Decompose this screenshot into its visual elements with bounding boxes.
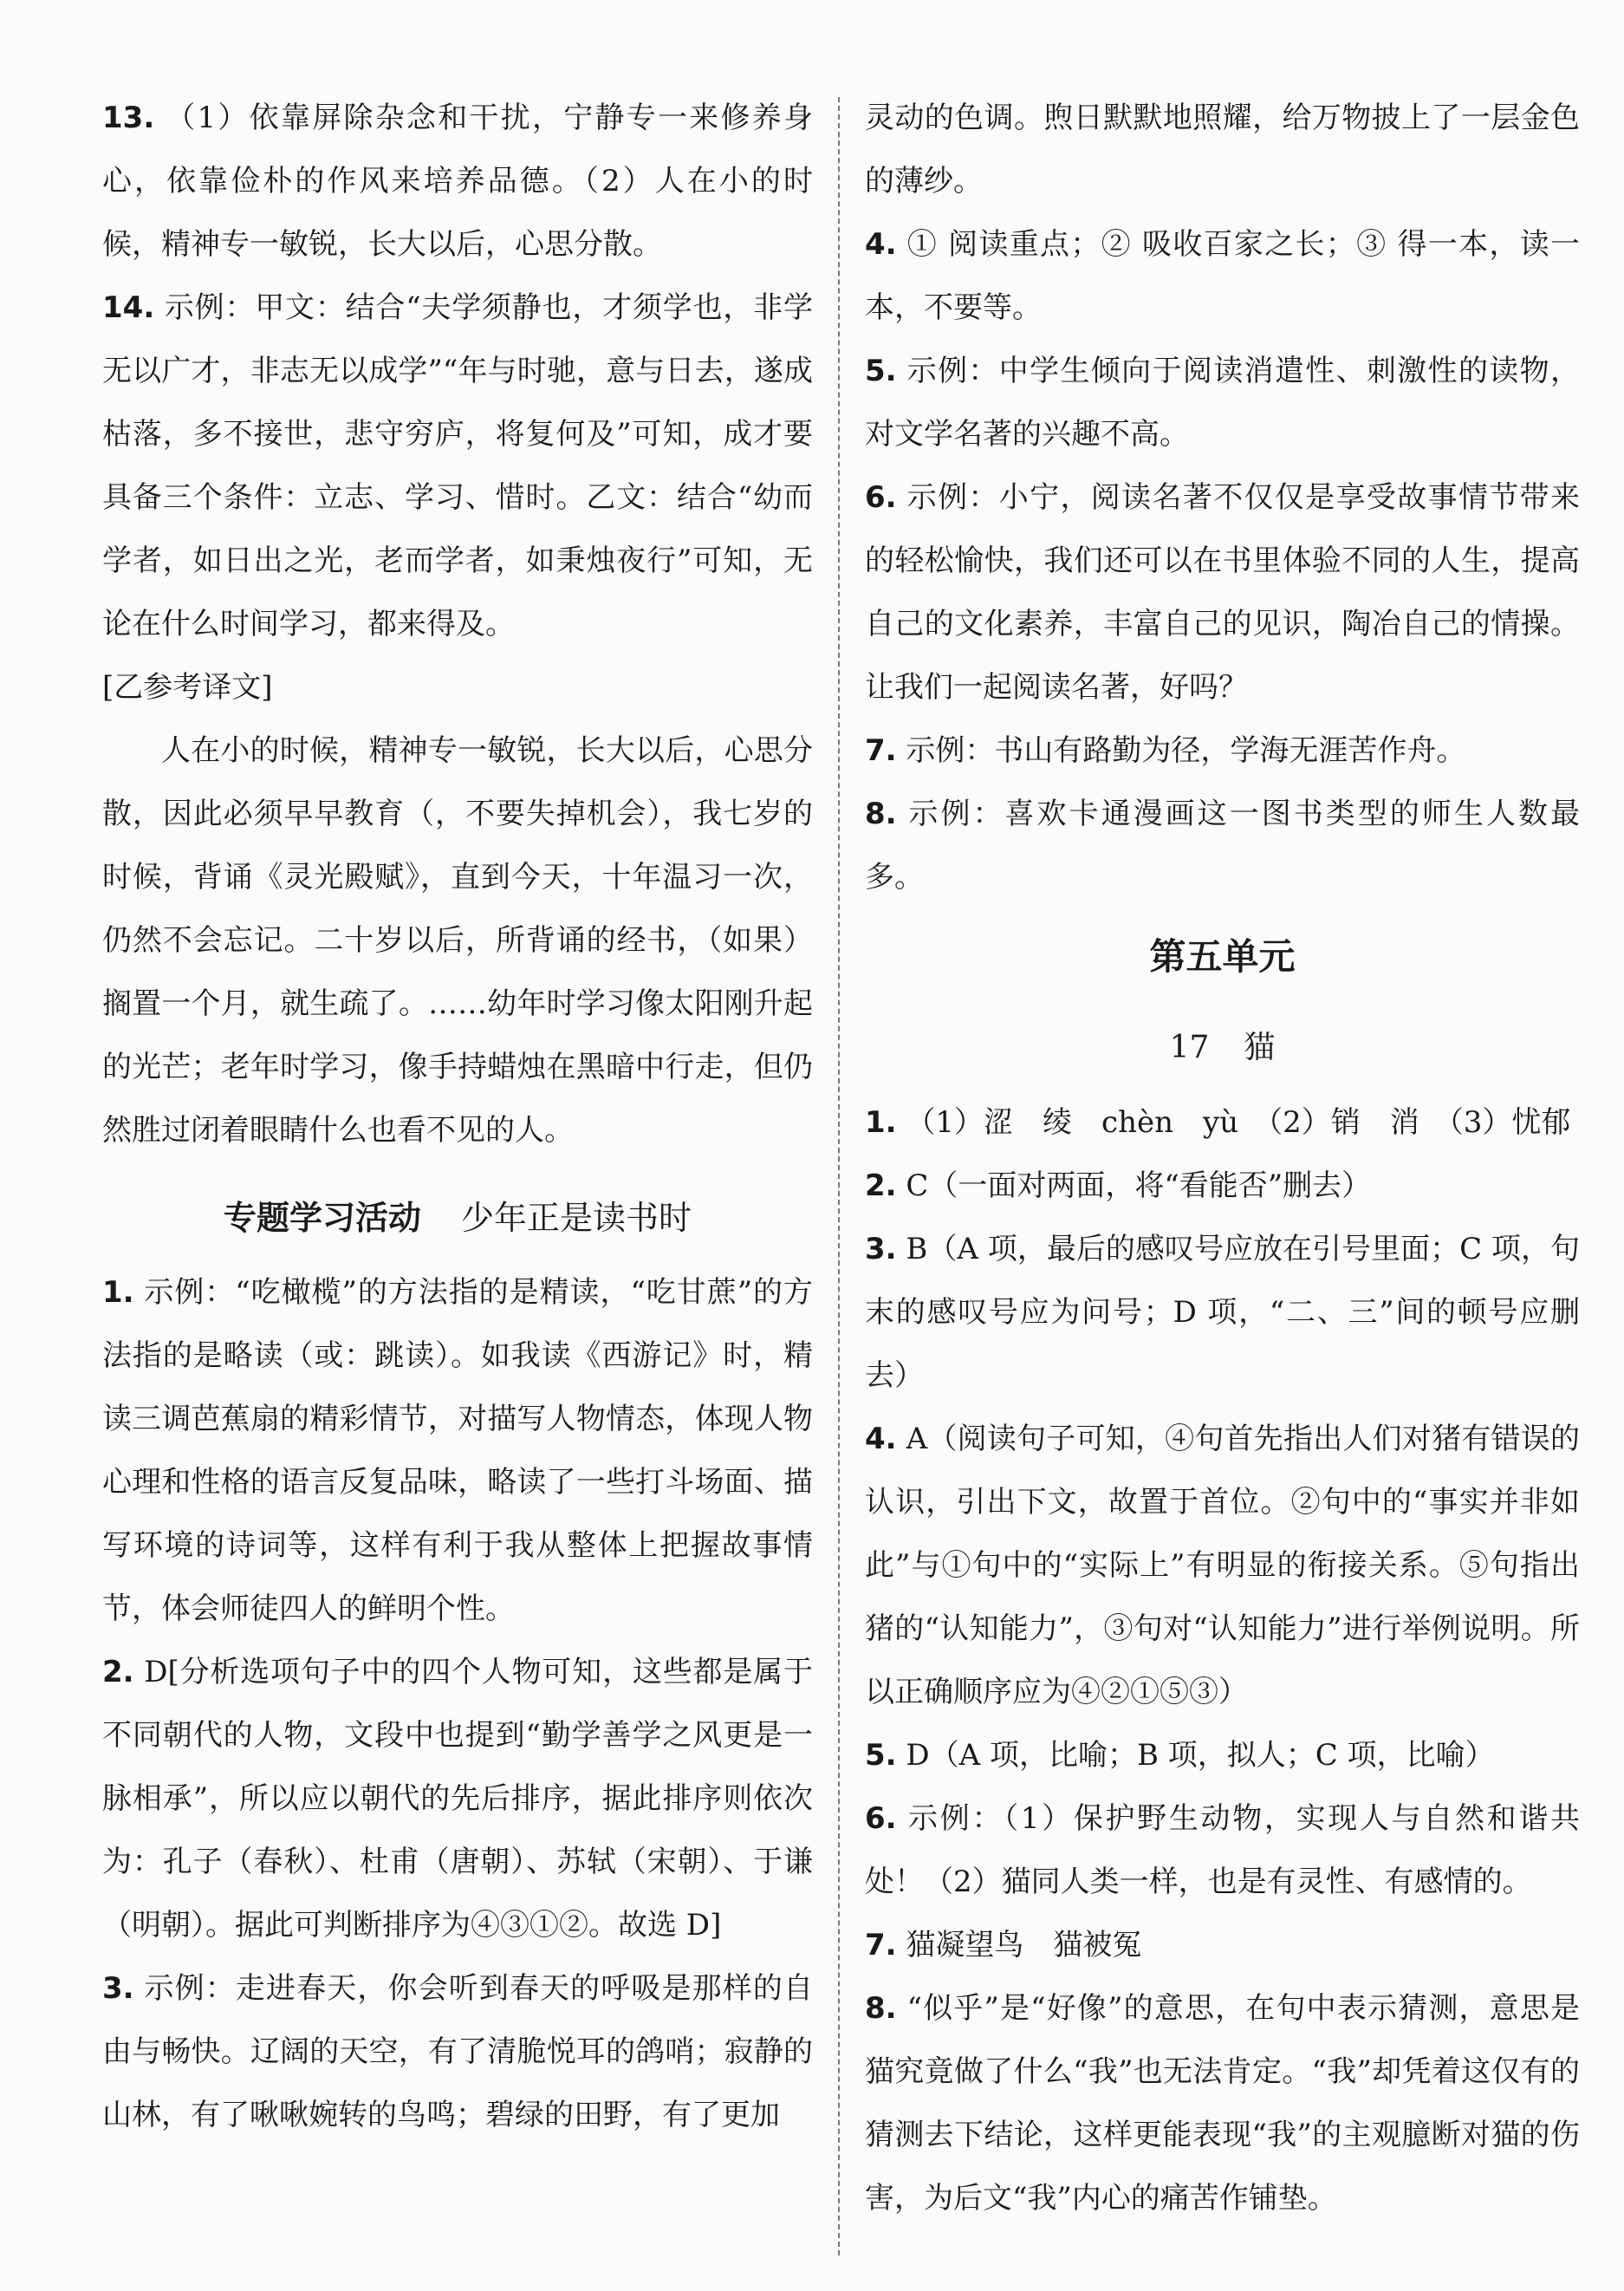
activity-answer-6: 6. 示例：小宁，阅读名著不仅仅是享受故事情节带来的轻松愉快，我们还可以在书里体验不同的人生，提高自己的文化素养，丰富自己的见识，陶冶自己的情操。让我们一起阅读名著，好吗？ — [865, 480, 1580, 705]
activity-answer-1: 1. 示例：“吃橄榄”的方法指的是精读，“吃甘蔗”的方法指的是略读（或：跳读）。如我读《西游记》时，精读三调芭蕉扇的精彩情节，对描写人物情态，体现人物心理和性格的语言反复品味，略读了一些打斗场面、描写环境的诗词等，这样有利于我从整体上把握故事情节，体会师徒四人的鲜明个性。 — [102, 1275, 814, 1626]
activity-answer-4: 4. ① 阅读重点；② 吸收百家之长；③ 得一本，读一本，不要等。 — [865, 227, 1580, 325]
lesson-answer-1: 1. （1）涩 绫 chèn yù （2）销 消 （3）忧郁 — [865, 1105, 1571, 1140]
lesson-answer-2: 2. C（一面对两面，将“看能否”删去） — [865, 1168, 1372, 1203]
activity-answer-8: 8. 示例：喜欢卡通漫画这一图书类型的师生人数最多。 — [865, 797, 1581, 895]
activity-heading: 专题学习活动 少年正是读书时 — [223, 1199, 692, 1237]
unit-title: 第五单元 — [1149, 935, 1296, 978]
lesson-answer-5: 5. D（A 项，比喻；B 项，拟人；C 项，比喻） — [865, 1738, 1495, 1773]
left-column — [102, 87, 813, 2147]
answer-14: 14. 示例：甲文：结合“夫学须静也，才须学也，非学无以广才，非志无以成学”“年与时驰，意与日去，遂成枯落，多不接世，悲守穷庐，将复何及”可知，成才要具备三个条件：立志、学习、惜时。乙文：结合“幼而学者，如日出之光，老而学者，如秉烛夜行”可知，无论在什么时间学习，都来得及。 — [102, 290, 813, 641]
column-divider — [838, 97, 840, 2255]
lesson-answer-8: 8. “似乎”是“好像”的意思，在句中表示猜测，意思是猫究竟做了什么“我”也无法肯定。“我”却凭着这仅有的猜测去下结论，这样更能表现“我”的主观臆断对猫的伤害，为后文“我”内心的痛苦作铺垫。 — [865, 1991, 1580, 2216]
lesson-answer-3: 3. B（A 项，最后的感叹号应放在引号里面；C 项，句末的感叹号应为问号；D 项，“二、三”间的顿号应删去） — [865, 1232, 1580, 1393]
lesson-title: 17 猫 — [1169, 1030, 1276, 1065]
activity-answer-3-continued: 灵动的色调。煦日默默地照耀，给万物披上了一层金色的薄纱。 — [865, 101, 1580, 199]
lesson-answer-7: 7. 猫凝望鸟 猫被冤 — [865, 1928, 1142, 1962]
activity-answer-3: 3. 示例：走进春天，你会听到春天的呼吸是那样的自由与畅快。辽阔的天空，有了清脆悦耳的鸽哨；寂静的山林，有了啾啾婉转的鸟鸣；碧绿的田野，有了更加 — [102, 1971, 814, 2132]
reference-translation-title: [乙参考译文] — [102, 670, 273, 705]
answer-13: 13. （1）依靠屏除杂念和干扰，宁静专一来修养身心，依靠俭朴的作风来培养品德。（2）人在小的时候，精神专一敏锐，长大以后，心思分散。 — [102, 101, 813, 262]
lesson-answer-6: 6. 示例：（1）保护野生动物，实现人与自然和谐共处！（2）猫同人类一样，也是有灵性、有感情的。 — [865, 1801, 1580, 1899]
activity-answer-2: 2. D[分析选项句子中的四个人物可知，这些都是属于不同朝代的人物，文段中也提到“勤学善学之风更是一脉相承”，所以应以朝代的先后排序，据此排序则依次为：孔子（春秋）、杜甫（唐朝）、苏轼（宋朝）、于谦（明朝）。据此可判断排序为④③①②。故选 D] — [102, 1655, 813, 1943]
reference-translation: 人在小的时候，精神专一敏锐，长大以后，心思分散，因此必须早早教育（，不要失掉机会），我七岁的时候，背诵《灵光殿赋》，直到今天，十年温习一次，仍然不会忘记。二十岁以后，所背诵的经书，（如果）搁置一个月，就生疏了。……幼年时学习像太阳刚升起的光芒；老年时学习，像手持蜡烛在黑暗中行走，但仍然胜过闭着眼睛什么也看不见的人。 — [102, 733, 813, 1148]
lesson-answer-4: 4. A（阅读句子可知，④句首先指出人们对猪有错误的认识，引出下文，故置于首位。②句中的“事实并非如此”与①句中的“实际上”有明显的衔接关系。⑤句指出猪的“认知能力”，③句对“认知能力”进行举例说明。所以正确顺序应为④②①⑤③） — [865, 1422, 1580, 1709]
activity-answer-5: 5. 示例：中学生倾向于阅读消遣性、刺激性的读物，对文学名著的兴趣不高。 — [865, 354, 1580, 452]
right-column — [865, 87, 1580, 2230]
activity-answer-7: 7. 示例：书山有路勤为径，学海无涯苦作舟。 — [865, 733, 1466, 768]
